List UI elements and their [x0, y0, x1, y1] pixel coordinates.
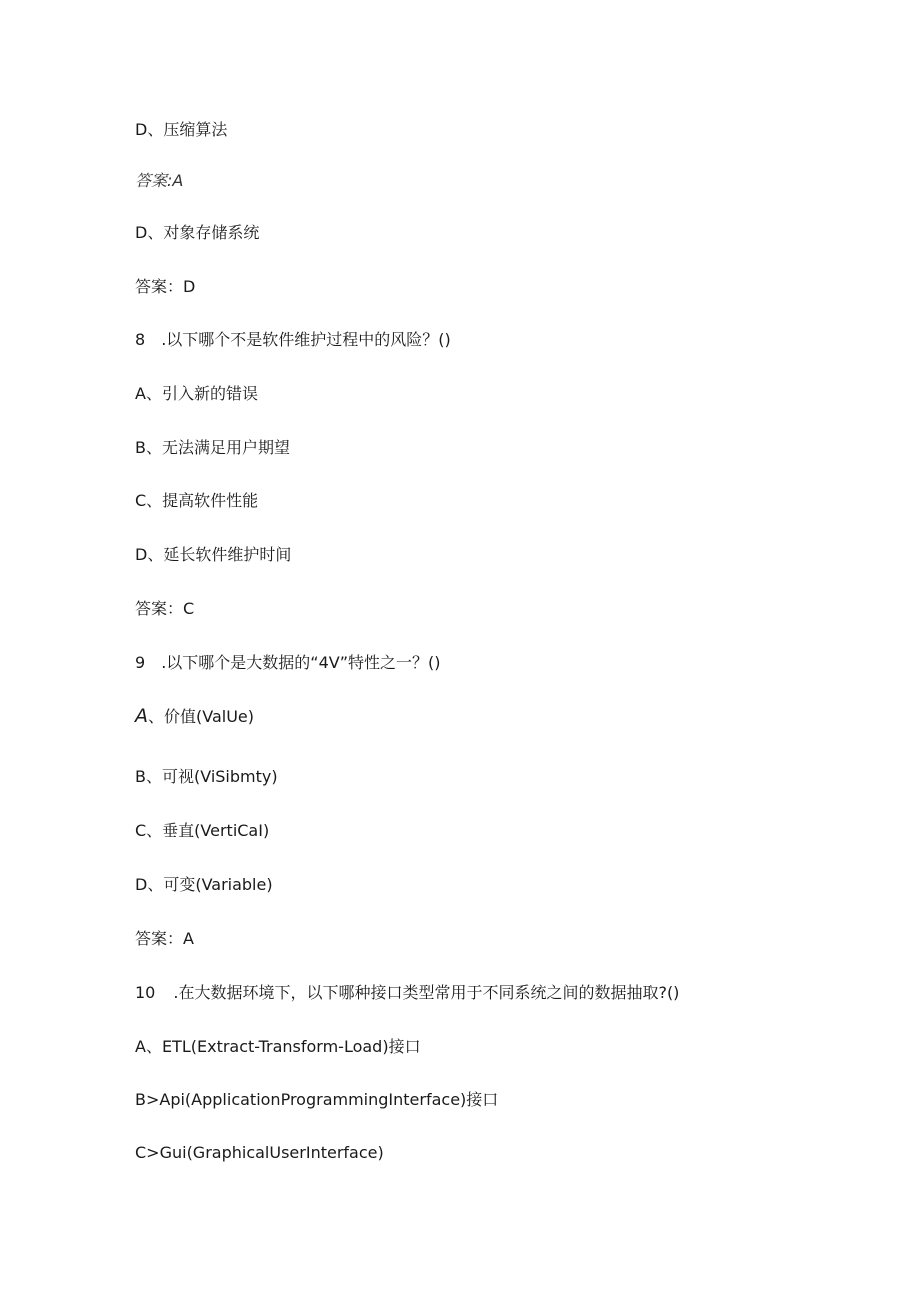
question-9-number: 9 [135, 653, 146, 672]
question-9-answer: 答案：A [135, 929, 194, 948]
question-10-option-c: C>Gui(GraphicalUserInterface) [135, 1143, 384, 1162]
question-10-text: .在大数据环境下，以下哪种接口类型常用于不同系统之间的数据抽取?() [173, 983, 680, 1002]
answer-prev-2: 答案：D [135, 277, 196, 296]
question-9-option-b: B、可视(ViSibmty) [135, 767, 278, 786]
question-9-option-a-letter: A [135, 705, 148, 727]
question-9-option-a-text: 、价值(ValUe) [148, 707, 254, 726]
question-9-option-c: C、垂直(VertiCaI) [135, 821, 270, 840]
question-10-option-b: B>Api(ApplicationProgrammingInterface)接口 [135, 1090, 499, 1109]
option-d-prev-1: D、压缩算法 [135, 120, 228, 139]
question-8-option-b: B、无法满足用户期望 [135, 438, 290, 457]
question-10 [135, 983, 679, 1003]
question-9-text: .以下哪个是大数据的“4V”特性之一？() [161, 653, 441, 672]
question-8-option-a: A、引入新的错误 [135, 384, 258, 403]
question-10-number: 10 [135, 983, 156, 1002]
question-8-option-c: C、提高软件性能 [135, 491, 259, 510]
question-9-option-d: D、可变(Variable) [135, 875, 273, 894]
question-8-number: 8 [135, 330, 146, 349]
question-10-option-a: A、ETL(Extract-Transform-Load)接口 [135, 1037, 421, 1056]
answer-prev-1: 答案:A [135, 171, 184, 190]
option-d-prev-2: D、对象存储系统 [135, 223, 260, 242]
question-8-text: .以下哪个不是软件维护过程中的风险？() [161, 330, 451, 349]
question-8-answer: 答案：C [135, 599, 195, 618]
question-8 [135, 330, 451, 350]
question-9-option-a [135, 706, 254, 727]
question-9 [135, 653, 440, 673]
question-8-option-d: D、延长软件维护时间 [135, 545, 292, 564]
